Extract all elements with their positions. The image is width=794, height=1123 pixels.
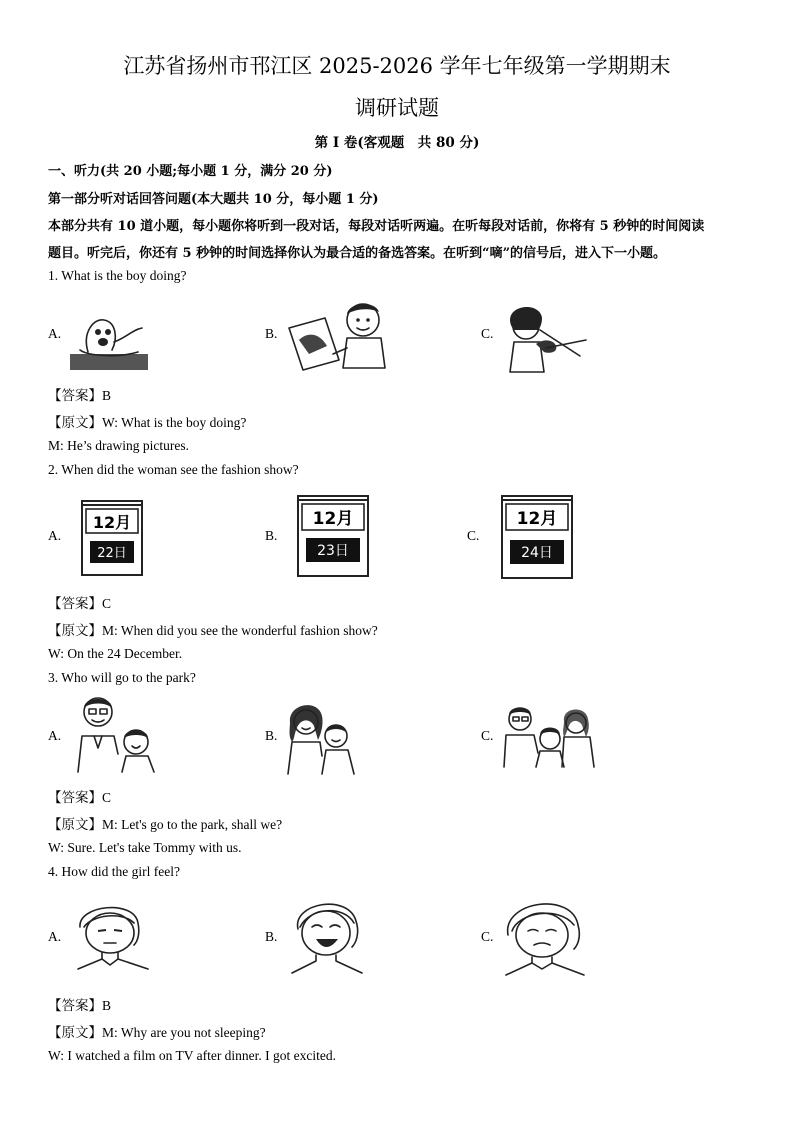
- part-heading: 第一部分听对话回答问题(本大题共 10 分，每小题 1 分): [48, 192, 379, 207]
- q3-option-a-picture: [70, 692, 160, 774]
- q2-option-c-label: C.: [467, 528, 480, 543]
- q4-option-a-face: [72, 897, 154, 973]
- q1-transcript-1: 【原文】W: What is the boy doing?: [48, 415, 247, 430]
- question-1: 1. What is the boy doing?: [48, 268, 187, 283]
- instructions-line-2: 题目。听完后，你还有 5 秒钟的时间选择你认为最合适的备选答案。在听到“嘀”的信号后，进入下一小题。: [48, 246, 667, 261]
- q2-option-b-label: B.: [265, 528, 278, 543]
- q4-option-c-label: C.: [481, 929, 494, 944]
- q1-option-a-label: A.: [48, 326, 62, 341]
- q2-a-month: 12月: [92, 513, 132, 532]
- q4-transcript-2: W: I watched a film on TV after dinner. I got excited.: [48, 1048, 337, 1063]
- q4-option-c-face: [502, 891, 588, 977]
- q4-transcript-1: 【原文】M: Why are you not sleeping?: [48, 1025, 266, 1040]
- question-3: 3. Who will go to the park?: [48, 670, 196, 685]
- q3-option-a-label: A.: [48, 728, 62, 743]
- q2-transcript-2: W: On the 24 December.: [48, 646, 183, 661]
- q2-option-c-calendar: [500, 492, 574, 580]
- q2-a-day: 22日: [97, 546, 127, 561]
- document-subtitle: 调研试题: [355, 96, 439, 120]
- q4-option-b-label: B.: [265, 929, 278, 944]
- q2-b-month: 12月: [312, 509, 354, 529]
- q4-option-a-label: A.: [48, 929, 62, 944]
- q1-answer: 【答案】B: [48, 388, 112, 403]
- section-heading: 一、听力(共 20 小题;每小题 1 分，满分 20 分): [48, 164, 333, 179]
- document-title: 江苏省扬州市邗江区 2025-2026 学年七年级第一学期期末: [123, 54, 671, 78]
- q4-option-b-face: [288, 893, 366, 977]
- q3-answer: 【答案】C: [48, 790, 112, 805]
- q1-option-c-picture: [500, 300, 590, 374]
- q1-option-b-label: B.: [265, 326, 278, 341]
- question-4: 4. How did the girl feel?: [48, 864, 180, 879]
- q3-transcript-1: 【原文】M: Let's go to the park, shall we?: [48, 817, 283, 832]
- q2-b-day: 23日: [317, 543, 349, 559]
- q2-transcript-1: 【原文】M: When did you see the wonderful fashion show?: [48, 623, 378, 638]
- q1-option-c-label: C.: [481, 326, 494, 341]
- q2-c-day: 24日: [521, 545, 553, 561]
- instructions-line-1: 本部分共有 10 道小题，每小题你将听到一段对话，每段对话听两遍。在听每段对话前，你将有 5 秒钟的时间阅读: [48, 219, 705, 234]
- volume-heading: 第 I 卷(客观题 共 80 分): [314, 135, 480, 151]
- q2-c-month: 12月: [516, 509, 558, 529]
- q3-transcript-2: W: Sure. Let's take Tommy with us.: [48, 840, 242, 855]
- q2-answer: 【答案】C: [48, 596, 112, 611]
- q2-option-a-label: A.: [48, 528, 62, 543]
- q3-option-c-picture: [500, 703, 598, 769]
- q1-option-b-picture: [285, 298, 397, 374]
- q1-transcript-2: M: He’s drawing pictures.: [48, 438, 189, 453]
- q4-answer: 【答案】B: [48, 998, 112, 1013]
- q3-option-b-picture: [284, 696, 360, 776]
- q3-option-b-label: B.: [265, 728, 278, 743]
- q3-option-c-label: C.: [481, 728, 494, 743]
- question-2: 2. When did the woman see the fashion show?: [48, 462, 299, 477]
- q2-option-a-calendar: [80, 497, 144, 577]
- q2-option-b-calendar: [296, 492, 370, 578]
- q1-option-a-picture: [68, 312, 150, 374]
